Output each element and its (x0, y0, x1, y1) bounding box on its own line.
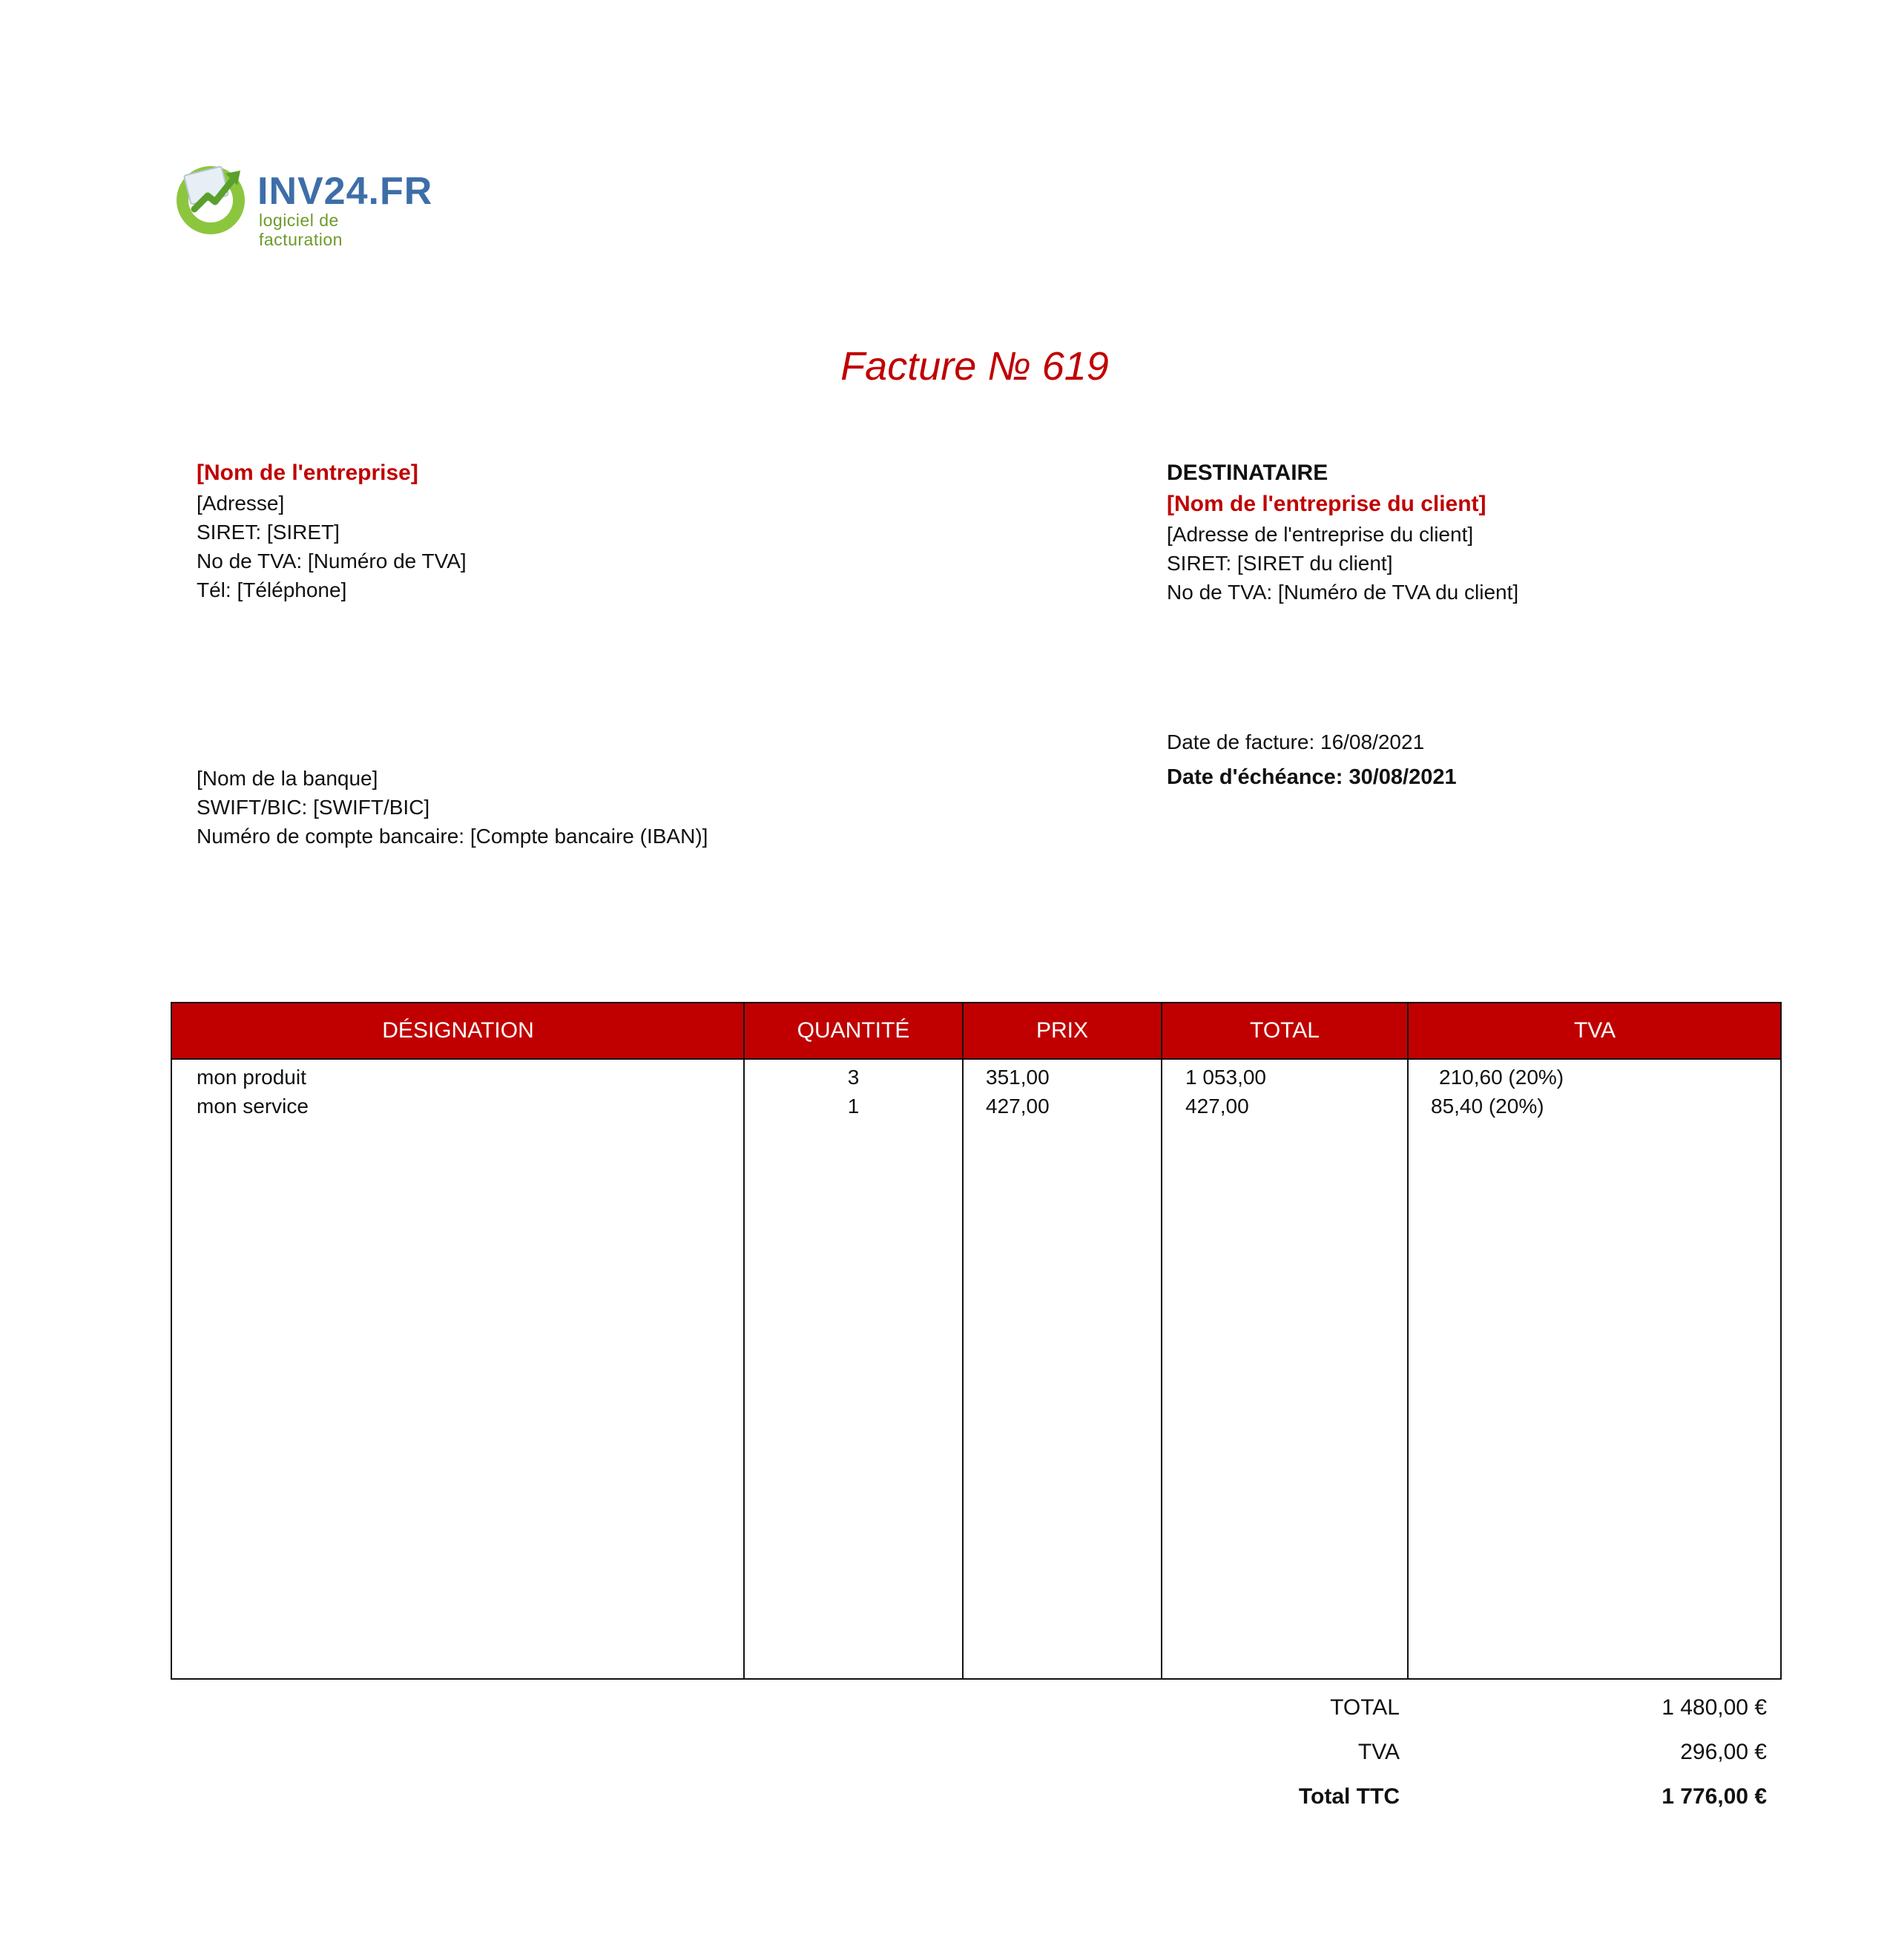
seller-phone: Tél: [Téléphone] (197, 578, 347, 601)
seller-vat: No de TVA: [Numéro de TVA] (197, 550, 467, 573)
column-divider (1161, 1003, 1162, 1678)
recipient-address: [Adresse de l'entreprise du client] (1167, 523, 1474, 546)
bank-swift: SWIFT/BIC: [SWIFT/BIC] (197, 796, 430, 819)
ttc-label: Total TTC (1298, 1784, 1400, 1809)
invoice-title: Facture № 619 (840, 344, 1109, 389)
company-logo (172, 157, 433, 249)
dates-block (1167, 727, 1457, 796)
total-value: 1 480,00 € (1662, 1695, 1767, 1720)
seller-address: [Adresse] (197, 492, 285, 515)
vat-value: 296,00 € (1680, 1740, 1767, 1764)
seller-block (197, 458, 467, 604)
seller-name: [Nom de l'entreprise] (197, 461, 418, 485)
row2-total: 427,00 (1185, 1095, 1249, 1118)
seller-siret: SIRET: [SIRET] (197, 521, 340, 544)
header-divider (172, 1058, 1780, 1060)
row1-designation: mon produit (197, 1066, 306, 1089)
total-label: TOTAL (1330, 1695, 1400, 1720)
due-date: Date d'échéance: 30/08/2021 (1167, 765, 1457, 789)
recipient-siret: SIRET: [SIRET du client] (1167, 552, 1393, 575)
ttc-value: 1 776,00 € (1662, 1784, 1767, 1809)
header-designation: DÉSIGNATION (382, 1018, 534, 1043)
row2-vat: 85,40 (20%) (1431, 1095, 1544, 1118)
recipient-heading: DESTINATAIRE (1167, 461, 1328, 485)
row1-total: 1 053,00 (1185, 1066, 1266, 1089)
bank-name: [Nom de la banque] (197, 767, 378, 790)
items-table (171, 1002, 1782, 1680)
row2-designation: mon service (197, 1095, 309, 1118)
table-header (172, 1003, 1780, 1058)
row1-vat: 210,60 (20%) (1439, 1066, 1564, 1089)
header-price: PRIX (1035, 1018, 1089, 1043)
bank-account: Numéro de compte bancaire: [Compte bancaire (IBAN)] (197, 825, 708, 848)
recipient-block (1167, 458, 1518, 607)
row1-quantity: 3 (847, 1066, 860, 1089)
header-quantity: QUANTITÉ (797, 1018, 910, 1043)
header-vat: TVA (1573, 1018, 1616, 1043)
row2-price: 427,00 (986, 1095, 1050, 1118)
logo-tagline: logiciel de facturation (259, 211, 343, 249)
logo-emblem-icon (172, 157, 254, 239)
bank-block (197, 764, 708, 851)
column-divider (1407, 1003, 1409, 1678)
recipient-vat: No de TVA: [Numéro de TVA du client] (1167, 581, 1519, 604)
row1-price: 351,00 (986, 1066, 1050, 1089)
vat-label: TVA (1357, 1740, 1400, 1764)
logo-brand-text: INV24.FR (257, 170, 433, 213)
row2-quantity: 1 (847, 1095, 860, 1118)
header-total: TOTAL (1250, 1018, 1320, 1043)
recipient-name: [Nom de l'entreprise du client] (1167, 492, 1486, 516)
invoice-date: Date de facture: 16/08/2021 (1167, 730, 1425, 753)
